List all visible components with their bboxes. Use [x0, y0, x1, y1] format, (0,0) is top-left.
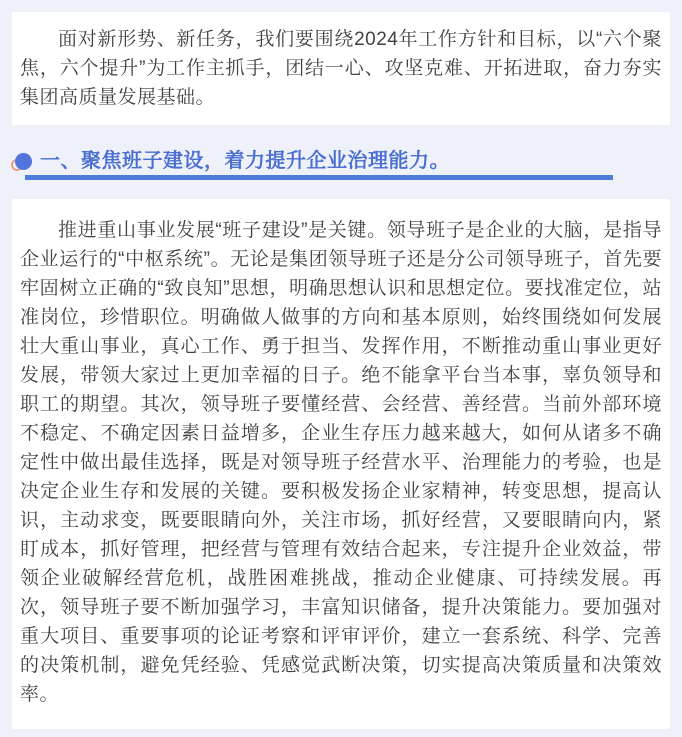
section-one-heading: 一、聚焦班子建设，着力提升企业治理能力。 [40, 150, 450, 172]
intro-card [12, 12, 670, 125]
intro-paragraph: 面对新形势、新任务，我们要围绕2024年工作方针和目标，以“六个聚焦，六个提升”为工作主抓手，团结一心、攻坚克难、开拓进取，奋力夯实集团高质量发展基础。 [20, 29, 662, 108]
article-page [0, 12, 682, 737]
section-one-body-card [12, 199, 670, 729]
section-one-paragraph: 推进重山事业发展“班子建设”是关键。领导班子是企业的大脑，是指导企业运行的“中枢系统”。无论是集团领导班子还是分公司领导班子，首先要牢固树立正确的“致良知”思想，明确思想认识和思想定位。要找准定位，站准岗位，珍惜职位。明确做人做事的方向和基本原则，始终围绕如何发展壮大重山事业，真心工作、勇于担当、发挥作用，不断推动重山事业更好发展，带领大家过上更加幸福的日子。绝不能拿平台当本事，辜负领导和职工的期望。其次，领导班子要懂经营、会经营、善经营。当前外部环境不稳定、不确定因素日益增多，企业生存压力越来越大，如何从诸多不确定性中做出最佳选择，既是对领导班子经营水平、治理能力的考验，也是决定企业生存和发展的关键。要积极发扬企业家精神，转变思想，提高认识，主动求变，既要眼睛向外，关注市场，抓好经营，又要眼睛向内，紧盯成本，抓好管理，把经营与管理有效结合起来，专注提升企业效益，带领企业破解经营危机，战胜困难挑战，推动企业健康、可持续发展。再次，领导班子要不断加强学习，丰富知识储备，提升决策能力。要加强对重大项目、重要事项的论证考察和评审评价，建立一套系统、科学、完善的决策机制，避免凭经验、凭感觉武断决策，切实提高决策质量和决策效率。 [20, 220, 662, 705]
section-heading-underline [25, 175, 613, 180]
section-one-header [12, 150, 670, 180]
